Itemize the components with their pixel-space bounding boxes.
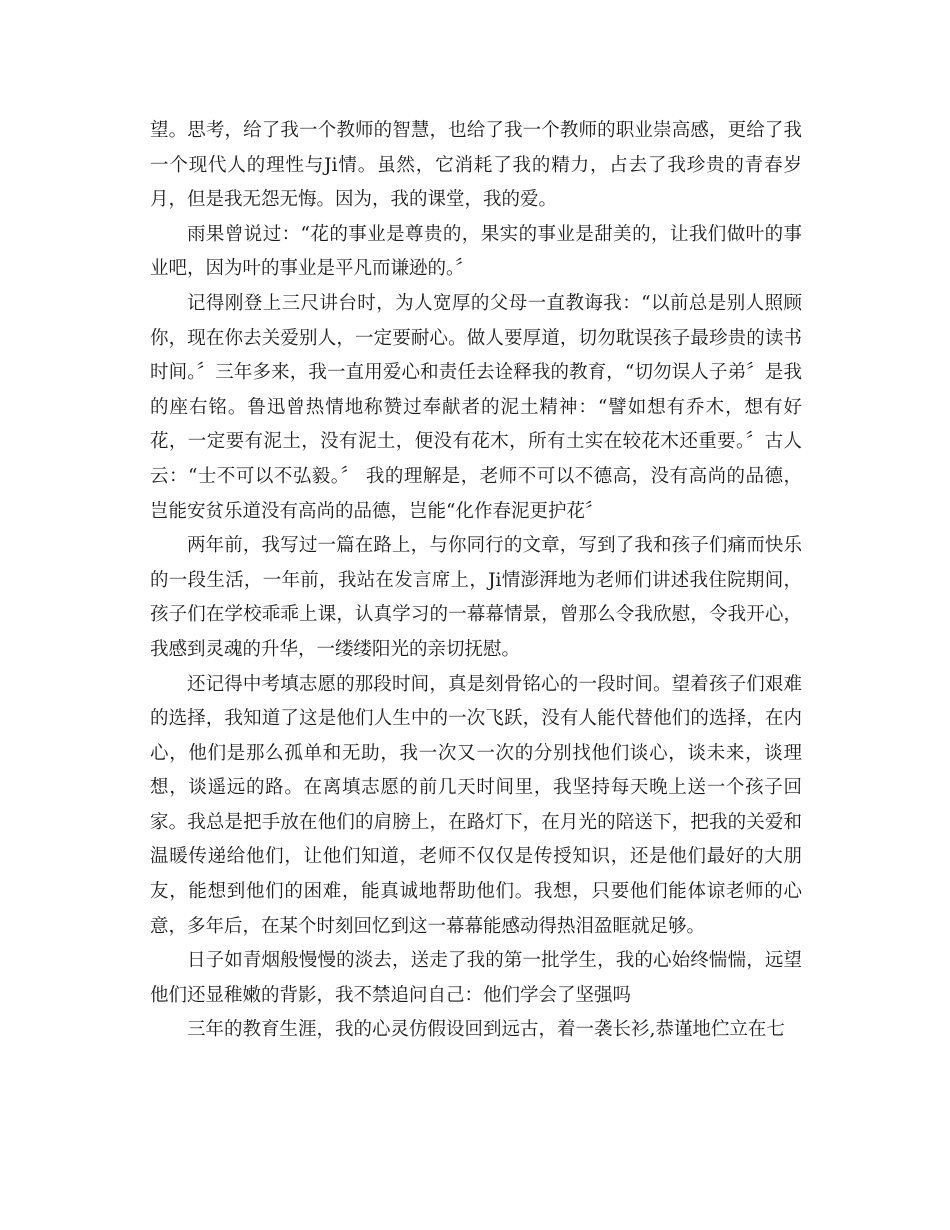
document-body: [150, 114, 802, 1048]
paragraph-5: 还记得中考填志愿的那段时间，真是刻骨铭心的一段时间。望着孩子们艰难的选择，我知道了这是他们人生中的一次飞跃，没有人能代替他们的选择，在内心，他们是那么孤单和无助，我一次又一次的分别找他们谈心，谈未来，谈理想，谈遥远的路。在离填志愿的前几天时间里，我坚持每天晚上送一个孩子回家。我总是把手放在他们的肩膀上，在路灯下，在月光的陪送下，把我的关爱和温暖传递给他们，让他们知道，老师不仅仅是传授知识，还是他们最好的大朋友，能想到他们的困难，能真诚地帮助他们。我想，只要他们能体谅老师的心意，多年后，在某个时刻回忆到这一幕幕能感动得热泪盈眶就足够。: [150, 673, 802, 937]
paragraph-2: 雨果曾说过：“花的事业是尊贵的，果实的事业是甜美的，让我们做叶的事业吧，因为叶的事业是平凡而谦逊的。〞: [150, 223, 802, 280]
paragraph-3: 记得刚登上三尺讲台时，为人宽厚的父母一直教诲我：“以前总是别人照顾你，现在你去关爱别人，一定要耐心。做人要厚道，切勿耽误孩子最珍贵的读书时间。〞三年多来，我一直用爱心和责任去诠释我的教育，“切勿误人子弟〞是我的座右铭。鲁迅曾热情地称赞过奉献者的泥土精神：“譬如想有乔木，想有好花，一定要有泥土，没有泥土，便没有花木，所有土实在较花木还重要。〞古人云：“士不可以不弘毅。〞 我的理解是，老师不可以不德高，没有高尚的品德，岂能安贫乐道没有高尚的品德，岂能“化作春泥更护花〞: [150, 292, 802, 522]
paragraph-6: 日子如青烟般慢慢的淡去，送走了我的第一批学生，我的心始终惴惴，远望他们还显稚嫩的背影，我不禁追问自己：他们学会了坚强吗: [150, 950, 802, 1006]
paragraph-1: 望。思考，给了我一个教师的智慧，也给了我一个教师的职业崇高感，更给了我一个现代人的理性与Ji情。虽然，它消耗了我的精力，占去了我珍贵的青春岁月，但是我无怨无悔。因为，我的课堂，我的爱。: [150, 120, 802, 211]
paragraph-7: 三年的教育生涯，我的心灵仿假设回到远古，着一袭长衫,恭谨地伫立在七: [187, 1019, 785, 1041]
paragraph-4: 两年前，我写过一篇在路上，与你同行的文章，写到了我和孩子们痛而快乐的一段生活，一年前，我站在发言席上，Ji情澎湃地为老师们讲述我住院期间，孩子们在学校乖乖上课，认真学习的一幕幕情景，曾那么令我欣慰，令我开心，我感到灵魂的升华，一缕缕阳光的亲切抚慰。: [150, 535, 802, 660]
